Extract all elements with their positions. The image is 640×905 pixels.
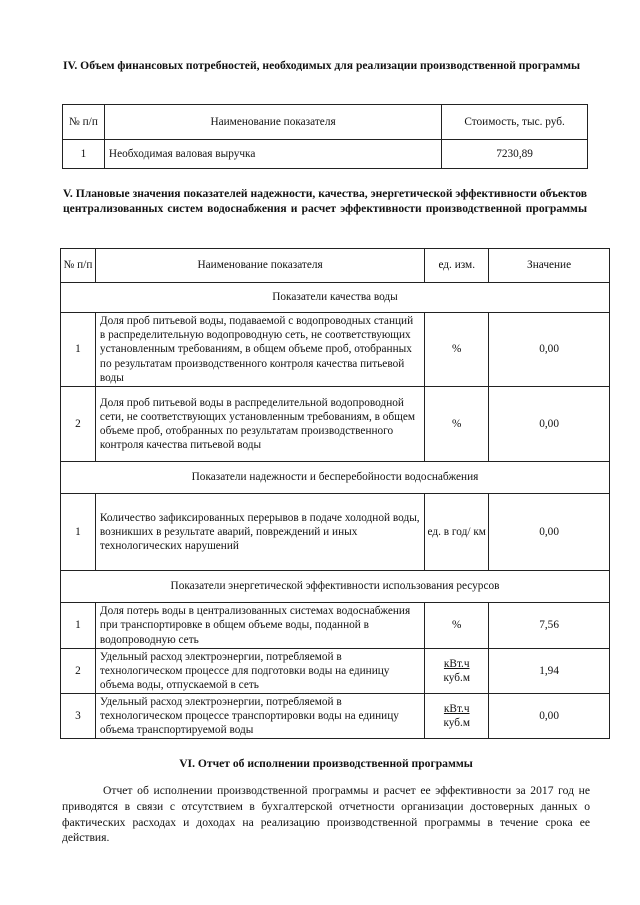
group-title-row <box>61 462 610 494</box>
row-unit: ед. в год/ км <box>425 494 489 571</box>
group-title-water-quality: Показатели качества воды <box>61 283 610 313</box>
unit-denominator: куб.м <box>443 717 471 729</box>
row-name: Количество зафиксированных перерывов в подаче холодной воды, возникших в результате аварий, повреждений и иных технологических нарушений <box>95 494 424 571</box>
row-unit: % <box>425 313 489 387</box>
row-value: 7230,89 <box>442 140 588 169</box>
header-value: Значение <box>489 249 610 283</box>
table-row <box>61 494 610 571</box>
header-number: № п/п <box>63 105 105 140</box>
header-cost: Стоимость, тыс. руб. <box>442 105 588 140</box>
table-row <box>63 140 588 169</box>
unit-numerator: кВт.ч <box>443 702 470 715</box>
row-name: Удельный расход электроэнергии, потребляемой в технологическом процессе для подготовки воды на единицу объема воды, отпускаемой в сеть <box>95 649 424 694</box>
row-value: 0,00 <box>489 387 610 462</box>
row-name: Доля потерь воды в централизованных системах водоснабжения при транспортировке в общем объеме воды, поданной в водопроводную сеть <box>95 603 424 649</box>
row-unit: % <box>425 603 489 649</box>
row-number: 1 <box>63 140 105 169</box>
row-name: Доля проб питьевой воды в распределительной водопроводной сети, не соответствующих установленным требованиям, в общем объеме проб, отобранных по результатам производственного контроля качества питьевой воды <box>95 387 424 462</box>
header-number: № п/п <box>61 249 96 283</box>
unit-denominator: куб.м <box>443 672 471 684</box>
row-number: 2 <box>61 387 96 462</box>
indicators-table <box>60 248 610 739</box>
row-unit <box>425 649 489 694</box>
financial-needs-table <box>62 104 588 169</box>
row-value: 0,00 <box>489 313 610 387</box>
row-unit: % <box>425 387 489 462</box>
header-indicator-name: Наименование показателя <box>95 249 424 283</box>
report-paragraph: Отчет об исполнении производственной программы и расчет ее эффективности за 2017 год не приводятся в связи с отсутствием в бухгалтерской отчетности организации достоверных данных о фактических расходах и доходах на реализацию производственной программы в течение срока ее действия. <box>62 784 590 845</box>
row-name: Удельный расход электроэнергии, потребляемой в технологическом процессе транспортировки воды на единицу объема транспортируемой воды <box>95 694 424 739</box>
group-title-energy-efficiency: Показатели энергетической эффективности использования ресурсов <box>61 571 610 603</box>
table-row <box>61 313 610 387</box>
section-5-heading: V. Плановые значения показателей надежности, качества, энергетической эффективности объектов централизованных систем водоснабжения и расчет эффективности производственной программы <box>63 187 587 215</box>
table-row <box>61 603 610 649</box>
table-row <box>61 387 610 462</box>
table-header-row <box>63 105 588 140</box>
row-number: 1 <box>61 494 96 571</box>
row-value: 1,94 <box>489 649 610 694</box>
section-4-heading: IV. Объем финансовых потребностей, необходимых для реализации производственной программы <box>63 59 581 72</box>
row-value: 0,00 <box>489 494 610 571</box>
unit-numerator: кВт.ч <box>443 657 470 670</box>
table-row <box>61 649 610 694</box>
group-title-reliability: Показатели надежности и бесперебойности водоснабжения <box>61 462 610 494</box>
row-number: 3 <box>61 694 96 739</box>
row-number: 2 <box>61 649 96 694</box>
row-number: 1 <box>61 603 96 649</box>
row-value: 0,00 <box>489 694 610 739</box>
row-unit <box>425 694 489 739</box>
table-header-row <box>61 249 610 283</box>
header-indicator-name: Наименование показателя <box>104 105 441 140</box>
group-title-row <box>61 571 610 603</box>
row-value: 7,56 <box>489 603 610 649</box>
group-title-row <box>61 283 610 313</box>
row-number: 1 <box>61 313 96 387</box>
section-6-heading: VI. Отчет об исполнении производственной программы <box>179 757 473 770</box>
header-unit: ед. изм. <box>425 249 489 283</box>
table-row <box>61 694 610 739</box>
row-name: Доля проб питьевой воды, подаваемой с водопроводных станций в распределительную водопроводную сеть, не соответствующих установленным требованиям, в общем объеме проб, отобранных по результатам производственного контроля качества питьевой воды <box>95 313 424 387</box>
row-name: Необходимая валовая выручка <box>104 140 441 169</box>
